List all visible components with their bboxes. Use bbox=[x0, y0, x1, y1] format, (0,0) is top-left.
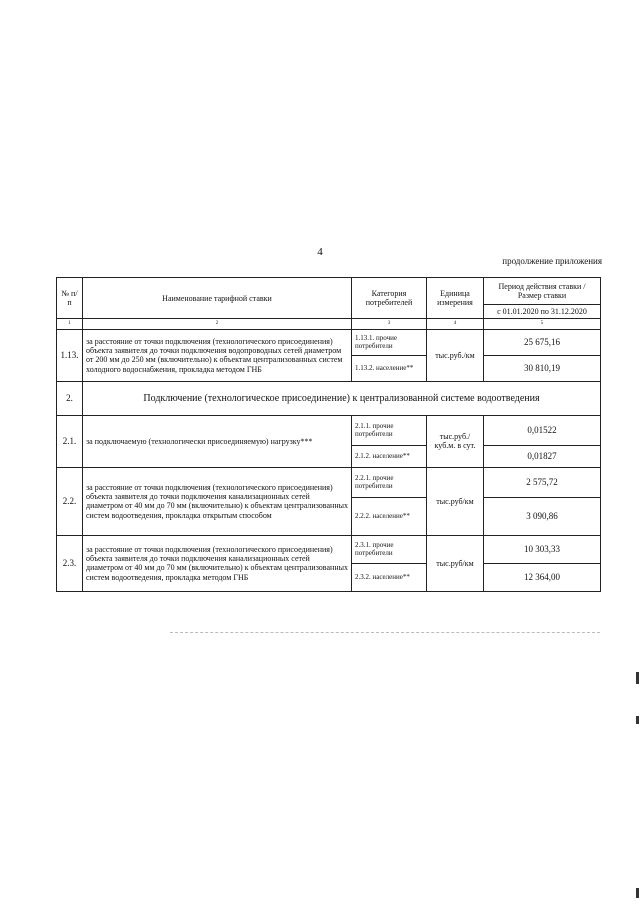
index-cell: 1 bbox=[57, 319, 83, 330]
header-period-value: с 01.01.2020 по 31.12.2020 bbox=[484, 305, 601, 319]
header-unit: Единица измерения bbox=[427, 278, 484, 319]
scan-edge-mark bbox=[636, 888, 639, 898]
consumer-category: 2.1.2. население** bbox=[352, 445, 427, 467]
header-name: Наименование тарифной ставки bbox=[83, 278, 352, 319]
section-number: 2. bbox=[57, 381, 83, 415]
row-number: 1.13. bbox=[57, 329, 83, 381]
index-cell: 5 bbox=[484, 319, 601, 330]
consumer-category: 2.3.1. прочие потребители bbox=[352, 535, 427, 563]
scan-edge-mark bbox=[636, 672, 639, 684]
unit: тыс.руб./ куб.м. в сут. bbox=[427, 415, 484, 467]
scan-edge-mark bbox=[636, 716, 639, 724]
consumer-category: 2.2.1. прочие потребители bbox=[352, 467, 427, 497]
consumer-category: 2.2.2. население** bbox=[352, 497, 427, 535]
rate-name: за подключаемую (технологически присоединяемую) нагрузку*** bbox=[83, 415, 352, 467]
consumer-category: 2.3.2. население** bbox=[352, 563, 427, 591]
rate-value: 3 090,86 bbox=[484, 497, 601, 535]
rate-value: 0,01827 bbox=[484, 445, 601, 467]
rate-name: за расстояние от точки подключения (технологического присоединения) объекта заявителя до точки подключения водопроводных сетей диаметром от 200 мм до 250 мм (включительно) к объектам централизованных систем холодного водоснабжения, прокладка методом ГНБ bbox=[83, 329, 352, 381]
header-category: Категория потребителей bbox=[352, 278, 427, 319]
rate-name: за расстояние от точки подключения (технологического присоединения) объекта заявителя до точки подключения канализационных сетей диаметром от 40 мм до 70 мм (включительно) к объектам централизованных систем водоотведения, прокладка открытым способом bbox=[83, 467, 352, 535]
unit: тыс.руб./км bbox=[427, 329, 484, 381]
row-number: 2.3. bbox=[57, 535, 83, 591]
consumer-category: 1.13.2. население** bbox=[352, 355, 427, 381]
rate-value: 12 364,00 bbox=[484, 563, 601, 591]
consumer-category: 1.13.1. прочие потребители bbox=[352, 329, 427, 355]
header-period: Период действия ставки /Размер ставки bbox=[484, 278, 601, 305]
rate-value: 30 810,19 bbox=[484, 355, 601, 381]
continuation-note: продолжение приложения bbox=[502, 256, 602, 266]
scan-artifact-line bbox=[170, 632, 600, 633]
rate-value: 10 303,33 bbox=[484, 535, 601, 563]
rate-value: 25 675,16 bbox=[484, 329, 601, 355]
rate-value: 2 575,72 bbox=[484, 467, 601, 497]
index-cell: 4 bbox=[427, 319, 484, 330]
tariff-table bbox=[56, 277, 601, 592]
row-number: 2.2. bbox=[57, 467, 83, 535]
rate-name: за расстояние от точки подключения (технологического присоединения) объекта заявителя до точки подключения канализационных сетей диаметром от 40 мм до 70 мм (включительно) к объектам централизованных систем водоотведения, прокладка методом ГНБ bbox=[83, 535, 352, 591]
header-no: № п/п bbox=[57, 278, 83, 319]
page-number: 4 bbox=[317, 246, 323, 258]
section-title: Подключение (технологическое присоединение) к централизованной системе водоотведения bbox=[83, 381, 601, 415]
index-cell: 3 bbox=[352, 319, 427, 330]
consumer-category: 2.1.1. прочие потребители bbox=[352, 415, 427, 445]
index-cell: 2 bbox=[83, 319, 352, 330]
row-number: 2.1. bbox=[57, 415, 83, 467]
unit: тыс.руб/км bbox=[427, 467, 484, 535]
rate-value: 0,01522 bbox=[484, 415, 601, 445]
unit: тыс.руб/км bbox=[427, 535, 484, 591]
